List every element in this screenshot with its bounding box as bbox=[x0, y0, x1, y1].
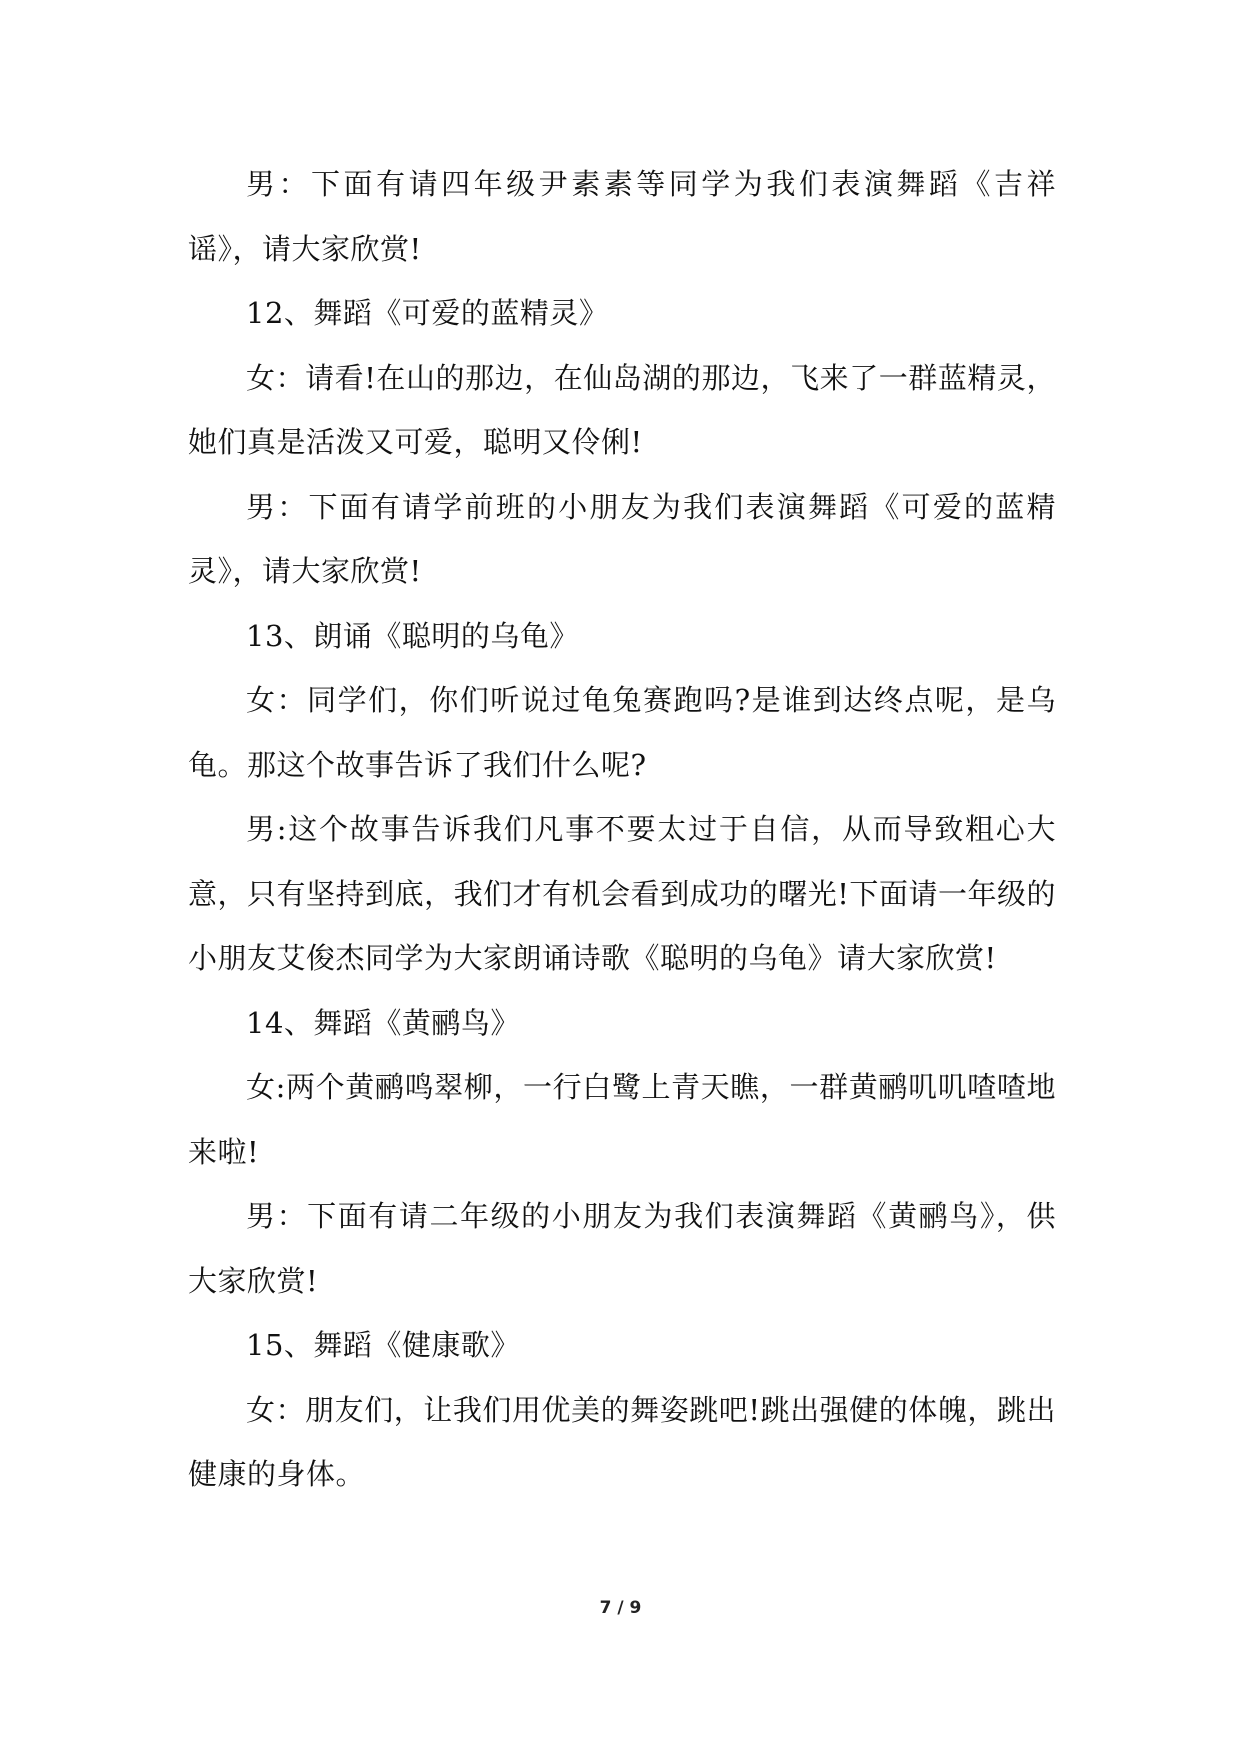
program-heading: 12、舞蹈《可爱的蓝精灵》 bbox=[246, 296, 609, 330]
program-heading: 14、舞蹈《黄鹂鸟》 bbox=[246, 1005, 520, 1040]
program-heading: 13、朗诵《聪明的乌龟》 bbox=[246, 618, 579, 653]
paragraph-dialogue: 女:两个黄鹂鸣翠柳，一行白鹭上青天瞧，一群黄鹂叽叽喳喳地来啦! bbox=[188, 1070, 1056, 1169]
paragraph-dialogue: 男：下面有请二年级的小朋友为我们表演舞蹈《黄鹂鸟》，供大家欣赏! bbox=[188, 1199, 1056, 1298]
paragraph-dialogue: 女：朋友们，让我们用优美的舞姿跳吧!跳出强健的体魄，跳出健康的身体。 bbox=[188, 1392, 1056, 1491]
document-body bbox=[188, 152, 1056, 1507]
paragraph-dialogue: 女：请看!在山的那边，在仙岛湖的那边，飞来了一群蓝精灵，她们真是活泼又可爱，聪明又伶俐! bbox=[188, 360, 1056, 459]
paragraph-dialogue: 女：同学们，你们听说过龟兔赛跑吗?是谁到达终点呢，是乌龟。那这个故事告诉了我们什么呢? bbox=[188, 683, 1056, 782]
paragraph-dialogue: 男：下面有请学前班的小朋友为我们表演舞蹈《可爱的蓝精灵》，请大家欣赏! bbox=[188, 489, 1056, 588]
paragraph-dialogue: 男：下面有请四年级尹素素等同学为我们表演舞蹈《吉祥谣》，请大家欣赏! bbox=[188, 167, 1056, 266]
paragraph-dialogue: 男:这个故事告诉我们凡事不要太过于自信，从而导致粗心大意，只有坚持到底，我们才有机会看到成功的曙光!下面请一年级的小朋友艾俊杰同学为大家朗诵诗歌《聪明的乌龟》请大家欣赏! bbox=[188, 812, 1056, 975]
page-number: 7 / 9 bbox=[599, 1598, 642, 1618]
program-heading: 15、舞蹈《健康歌》 bbox=[246, 1328, 520, 1362]
